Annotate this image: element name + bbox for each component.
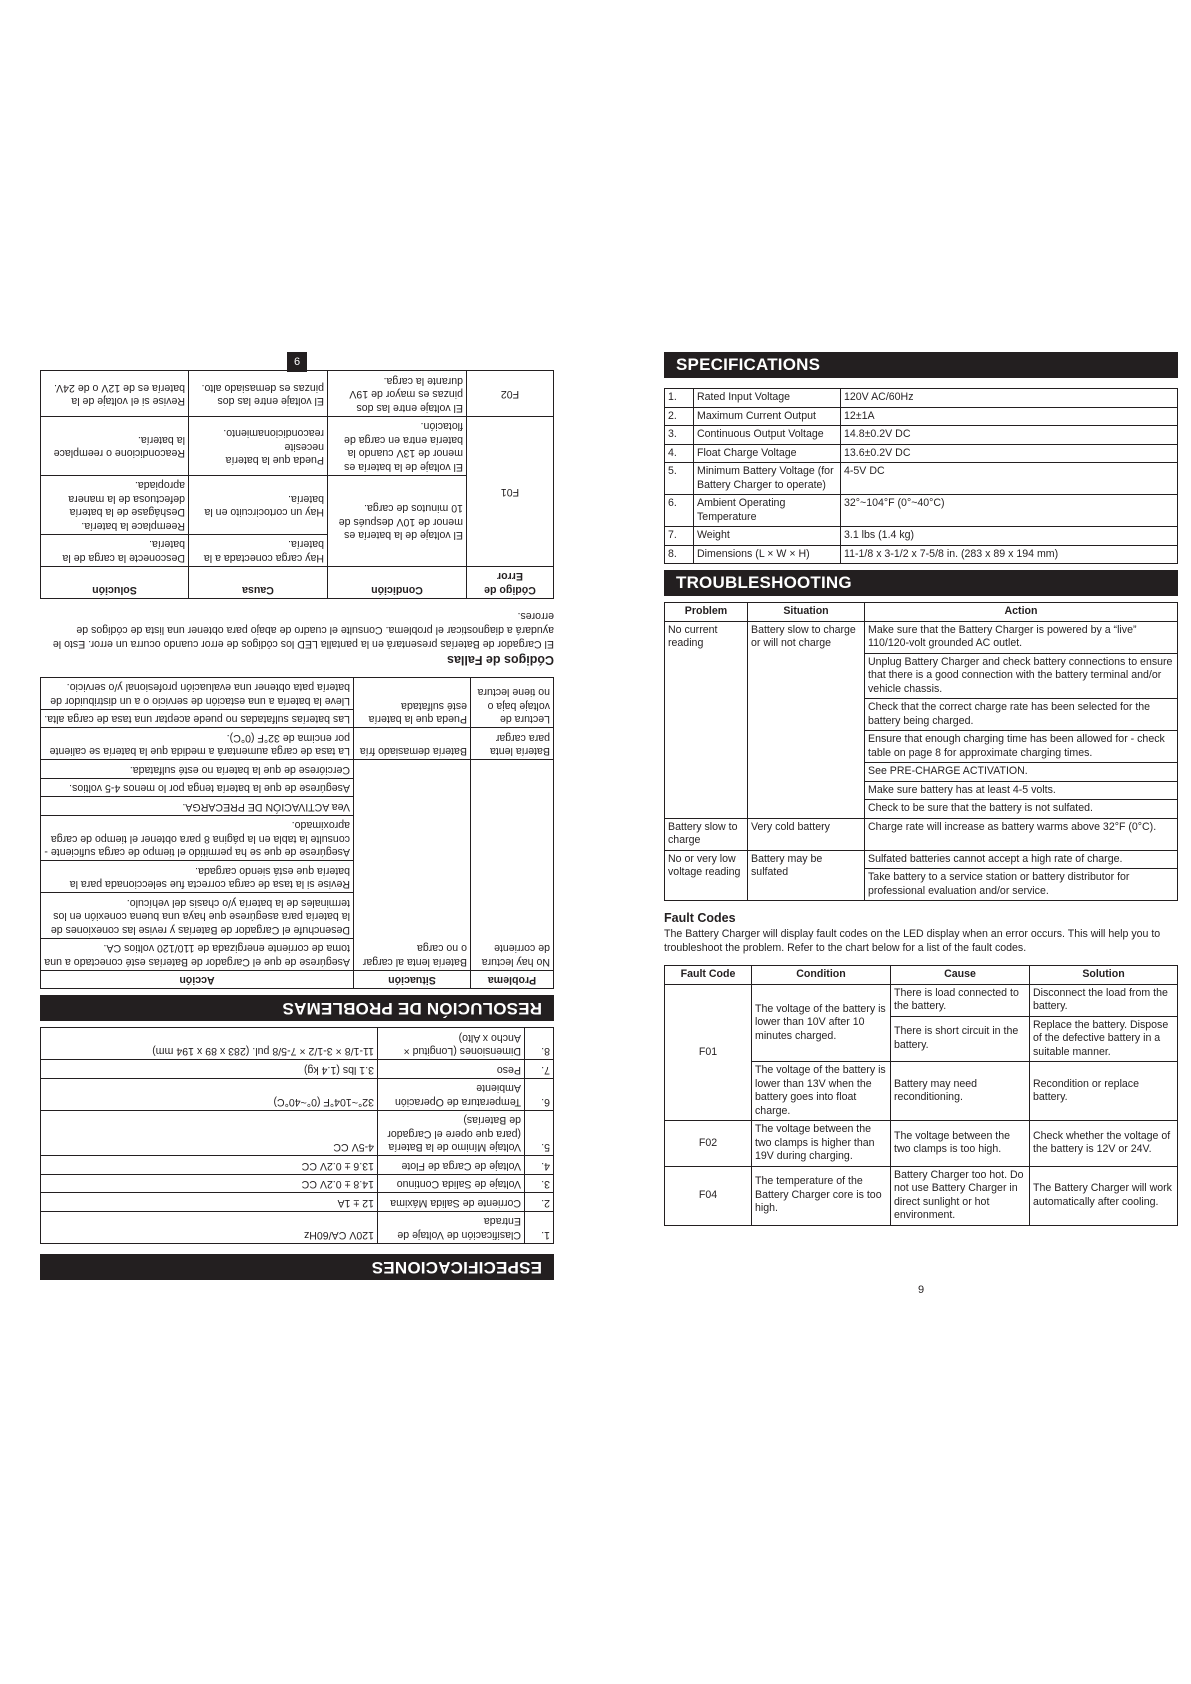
fault-code-table xyxy=(664,965,1178,1226)
table-row: F02 The voltage between the two clamps is higher than 19V during charging. The voltage between the two clamps is too high. Check whether the voltage of the battery is 12V or 24V. xyxy=(665,1121,1178,1167)
table-row: 5. Minimum Battery Voltage (for Battery Charger to operate) 4-5V DC xyxy=(665,463,1178,495)
table-row: Battery slow to charge Very cold battery Charge rate will increase as battery warms above 32°F (0°C). xyxy=(665,818,1178,850)
table-row: Lectura de voltaje baja o no tiene lectura Pueda que la batería esté sulfatada Las baterías sulfatadas no puede aceptar una tasa de carga alta. Lleve la batería a una estación de servicio o a un distribuidor de batería pata obtener una evaluación profesional y/o servicio. xyxy=(41,678,554,729)
es-troubleshooting-title: RESOLUCIÓN DE PROBLEMAS xyxy=(40,996,554,1022)
spec-table xyxy=(664,388,1178,564)
es-fault-codes-intro: El Cargador de Baterías presentará en la pantalla LED los códigos de error cuando ocurra un error. Esto le ayudará a diagnosticar el problema. Consulte el cuadro de abajo para obtener una lista de códigos de errores. xyxy=(52,610,554,650)
table-row: 5. Voltaje Mínimo de la Batería (para que opere el Cargador de Baterías) 4-5V CC xyxy=(41,1111,554,1157)
table-row: 7. Weight 3.1 lbs (1.4 kg) xyxy=(665,527,1178,546)
table-row: F01 El voltaje de la batería es menor de 10V después de 10 minutos de carga. Hay carga conectada a la batería. Desconecte la carga de la batería. xyxy=(41,535,554,567)
table-row: Batería lenta para cargar Batería demasiado fría La tasa de carga aumentará a medida que la batería se caliente por encima de 32°F (0°C). xyxy=(41,728,554,760)
table-row: 3. Continuous Output Voltage 14.8±0.2V DC xyxy=(665,426,1178,445)
table-row: 6. Temperatura de Operación Ambiente 32°~104°F (0°~40°C) xyxy=(41,1079,554,1111)
page-number: 9 xyxy=(918,1284,925,1296)
es-fault-codes-title: Códigos de Fallas xyxy=(447,653,554,667)
table-row: 4. Voltaje de Carga de Flote 13.6 ± 0.2V CC xyxy=(41,1156,554,1175)
es-spec-title: ESPECIFICACIONES xyxy=(40,1254,554,1280)
table-header-row: Problema Situación Acción xyxy=(41,971,554,990)
table-row: 1. Clasificación de Voltaje de Entrada 120V CA/60Hz xyxy=(41,1212,554,1244)
fault-codes-intro: The Battery Charger will display fault codes on the LED display when an error occurs. This will help you to troubleshoot the problem. Refer to the chart below for a list of the fault codes. xyxy=(664,928,1161,954)
table-row: 1. Rated Input Voltage 120V AC/60Hz xyxy=(665,389,1178,408)
spec-title: SPECIFICATIONS xyxy=(664,352,1178,378)
table-row: 3. Voltaje de Salida Continuo 14.8 ± 0.2V CC xyxy=(41,1175,554,1194)
table-row: 8. Dimensions (L × W × H) 11-1/8 x 3-1/2 x 7-5/8 in. (283 x 89 x 194 mm) xyxy=(665,545,1178,564)
table-header-row: Fault Code Condition Cause Solution xyxy=(665,966,1178,985)
table-row: No hay lectura de corriente Batería lenta al cargar o no carga Asegúrese de que el Cargador de Baterías esté conectado a una toma de corriente energizada de 110/120 voltios CA. Desenchufe el Cargador de Baterías y revise las conexiones de la batería para asegúrese que haya una buena conexión en los terminales de la batería y/o chasis del vehículo. Revise si la tasa de carga correcta fue seleccionada para la batería que está siendo cargada. Asegúrese de que se ha permitido el tiempo de carga suficiente - consulte la tabla en la página 8 para obtener el tiempo de carga aproximado. Vea ACTIVACIÓN DE PRECARGA. Asegúrese de que la batería tenga por lo menos 4-5 voltios. Cerciórese de que la batería no esté sulfatada. xyxy=(41,760,554,971)
table-row: There is short circuit in the battery. Replace the battery. Dispose of the defective battery in a suitable manner. xyxy=(665,1016,1178,1062)
table-row: El voltaje de la batería es menor de 13V cuando la batería entra en carga de flotación. Pueda que la batería necesite reacondicionamiento. Reacondicione o reemplace la batería. xyxy=(41,417,554,476)
troubleshooting-table xyxy=(664,602,1178,901)
table-header-row: Problem Situation Action xyxy=(665,603,1178,622)
table-row: 8. Dimensiones (Longitud × Ancho x Alto) 11-1/8 × 3-1/2 × 7-5/8 pul. (283 x 89 x 194 mm) xyxy=(41,1028,554,1060)
table-row: 7. Peso 3.1 lbs (1.4 kg) xyxy=(41,1060,554,1079)
spanish-page xyxy=(40,352,554,1280)
table-row: F04 The temperature of the Battery Charger core is too high. Battery Charger too hot. Do not use Battery Charger in direct sunlight or hot environment. The Battery Charger will work automatically after cooling. xyxy=(665,1166,1178,1225)
table-row: No or very low voltage reading Battery may be sulfated Sulfated batteries cannot accept a high rate of charge. Take battery to a service station or battery distributor for professional evaluation and/or service. xyxy=(665,850,1178,901)
fault-codes-title: Fault Codes xyxy=(664,911,736,925)
table-header-row: Código de Error Condición Causa Solución xyxy=(41,567,554,599)
table-row: 4. Float Charge Voltage 13.6±0.2V DC xyxy=(665,444,1178,463)
table-row: Hay un cortocircuito en la batería. Reemplace la batería. Deshágase de la batería defectuosa de la manera apropiada. xyxy=(41,476,554,535)
table-row: F01 The voltage of the battery is lower than 10V after 10 minutes charged. There is load connected to the battery. Disconnect the load from the battery. xyxy=(665,984,1178,1016)
table-row: F02 El voltaje entre las dos pinzas es mayor de 19V durante la carga. El voltaje entre las dos pinzas es demasiado alto. Revise si el voltaje de la batería es de 12V o de 24V. xyxy=(41,371,554,417)
table-row: No current reading Battery slow to charge or will not charge Make sure that the Battery Charger is powered by a “live” 110/120-volt grounded AC outlet. Unplug Battery Charger and check battery connections to ensure that there is a good connection with the battery terminal and/or vehicle chassis. Check that the correct charge rate has been selected for the battery being charged. Ensure that enough charging time has been allowed for - check table on page 8 for approximate charging times. See PRE-CHARGE ACTIVATION. Make sure battery has at least 4-5 volts. Check to be sure that the battery is not sulfated. xyxy=(665,621,1178,818)
table-row: 2. Maximum Current Output 12±1A xyxy=(665,407,1178,426)
table-row: 6. Ambient Operating Temperature 32°~104°F (0°~40°C) xyxy=(665,495,1178,527)
es-page-number: 6 xyxy=(287,352,307,372)
english-page xyxy=(664,352,1178,1292)
es-fault-code-table xyxy=(40,371,554,600)
table-row: The voltage of the battery is lower than 13V when the battery goes into float charge. Battery may need reconditioning. Recondition or replace battery. xyxy=(665,1062,1178,1121)
es-troubleshooting-table xyxy=(40,677,554,990)
troubleshooting-title: TROUBLESHOOTING xyxy=(664,570,1178,596)
es-spec-table xyxy=(40,1028,554,1245)
table-row: 2. Corriente de Salida Máxima 12 ± 1A xyxy=(41,1193,554,1212)
